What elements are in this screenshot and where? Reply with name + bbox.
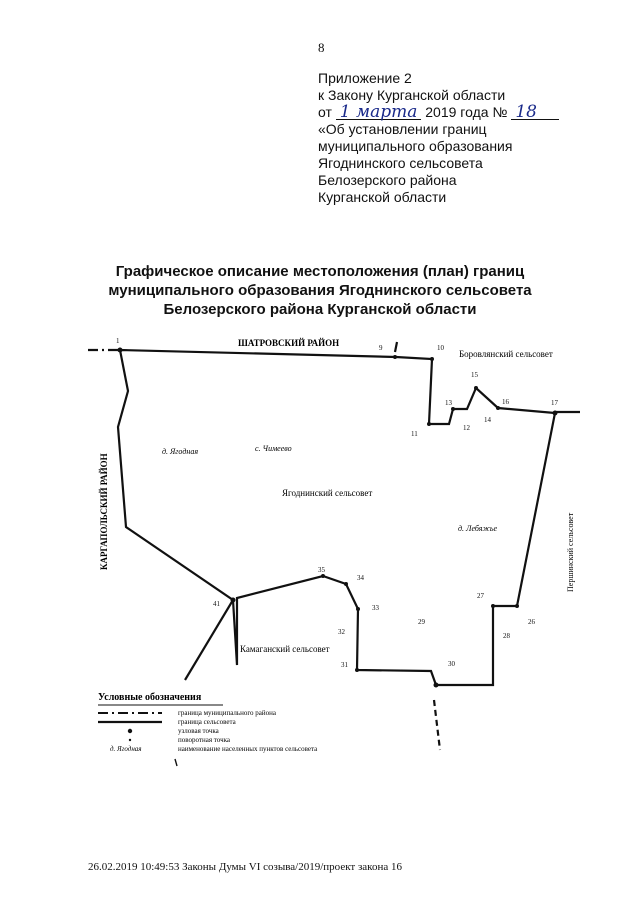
label-lebyazhye: д. Лебяжье — [458, 524, 498, 533]
label-yagodninsky: Ягоднинский сельсовет — [282, 488, 373, 498]
title-line-3: Белозерского района Курганской области — [163, 301, 477, 318]
label-chimeevo: с. Чимеево — [255, 444, 292, 453]
label-shatrovsky: ШАТРОВСКИЙ РАЙОН — [238, 338, 340, 348]
appendix-line-1: Приложение 2 — [318, 70, 412, 86]
appendix-line-2: к Закону Курганской области — [318, 87, 506, 103]
legend-title: Условные обозначения — [98, 692, 202, 703]
appendix-header — [318, 70, 559, 206]
boundary-map — [0, 330, 640, 780]
legend-district-text: граница муниципального района — [178, 709, 276, 717]
label-pershinsky: Першинский сельсовет — [566, 512, 575, 592]
label-yagodnaya: д. Ягодная — [162, 447, 199, 456]
label-kargapolsky: КАРГАПОЛЬСКИЙ РАЙОН — [99, 453, 109, 570]
point-12: 12 — [463, 424, 470, 432]
point-1: 1 — [116, 337, 120, 345]
point-30: 30 — [448, 660, 455, 668]
point-31: 31 — [341, 661, 348, 669]
appendix-date-line — [318, 104, 559, 121]
legend-node-text: узловая точка — [178, 727, 219, 735]
title-line-1: Графическое описание местоположения (план) границ — [115, 263, 525, 280]
point-17: 17 — [551, 399, 558, 407]
legend-turn-text: поворотная точка — [178, 736, 231, 744]
legend-council-text: граница сельсовета — [178, 718, 236, 726]
appendix-line-6: Ягоднинского сельсовета — [318, 155, 483, 171]
point-14: 14 — [484, 416, 491, 424]
legend-turn-symbol — [129, 739, 131, 741]
document-title — [0, 262, 640, 319]
point-10: 10 — [437, 344, 444, 352]
handwritten-number: 18 — [511, 105, 559, 120]
point-34: 34 — [357, 574, 364, 582]
appendix-line-5: муниципального образования — [318, 138, 513, 154]
page-number: 8 — [318, 40, 325, 55]
point-13: 13 — [445, 399, 452, 407]
point-11: 11 — [411, 430, 418, 438]
point-15: 15 — [471, 371, 478, 379]
boundary-points — [118, 348, 558, 688]
legend-node-symbol — [128, 729, 132, 733]
label-kamagansky: Камаганский сельсовет — [240, 644, 330, 654]
point-16: 16 — [502, 398, 509, 406]
legend-settlement-sample: д. Ягодная — [110, 745, 142, 753]
appendix-line-8: Курганской области — [318, 189, 447, 205]
point-41: 41 — [213, 600, 220, 608]
point-35: 35 — [318, 566, 325, 574]
handwritten-date: 1 марта — [336, 105, 422, 120]
point-32: 32 — [338, 628, 345, 636]
point-9: 9 — [379, 344, 383, 352]
label-borovlyansky: Боровлянский сельсовет — [459, 349, 553, 359]
legend-settlement-text: наименование населенных пунктов сельсовета — [178, 745, 318, 753]
legend — [98, 692, 318, 766]
year-text: 2019 года № — [425, 104, 508, 120]
point-28: 28 — [503, 632, 510, 640]
point-26: 26 — [528, 618, 535, 626]
footer-text: 26.02.2019 10:49:53 Законы Думы VI созыва/2019/проект закона 16 — [88, 861, 402, 873]
point-27: 27 — [477, 592, 484, 600]
date-prefix: от — [318, 104, 332, 120]
point-29: 29 — [418, 618, 425, 626]
appendix-line-7: Белозерского района — [318, 172, 457, 188]
title-line-2: муниципального образования Ягоднинского сельсовета — [108, 282, 532, 299]
point-33: 33 — [372, 604, 379, 612]
council-boundary — [118, 350, 555, 685]
appendix-line-4: «Об установлении границ — [318, 121, 487, 137]
